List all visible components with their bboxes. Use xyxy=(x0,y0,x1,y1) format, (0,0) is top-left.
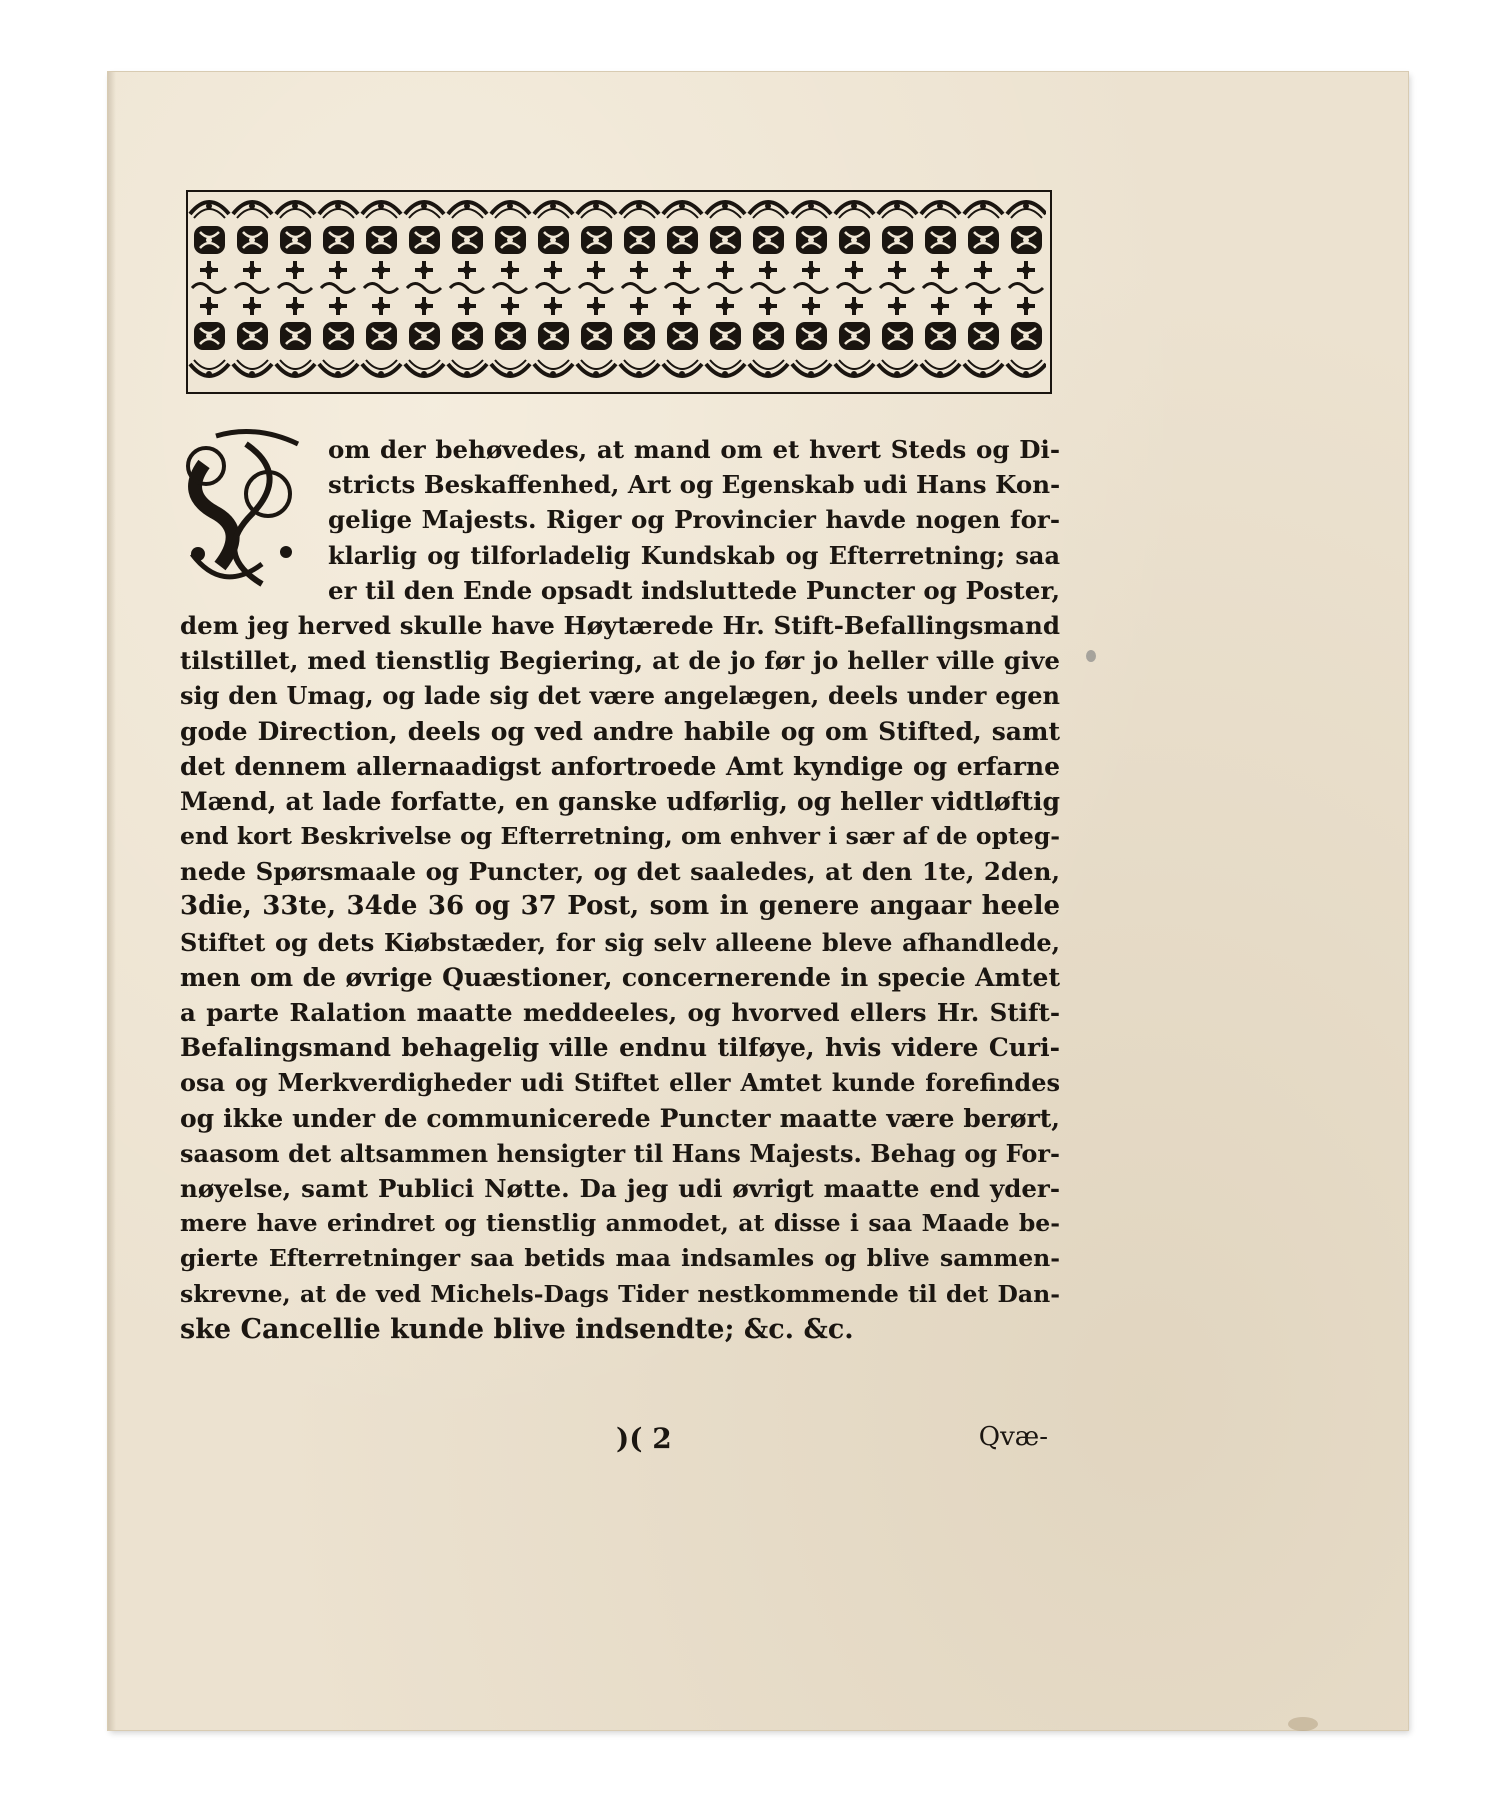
text-line: skrevne, at de ved Michels-Dags Tider nestkommende til det Dan- xyxy=(180,1279,1060,1308)
text-line: end kort Beskrivelse og Efterretning, om enhver i sær af de opteg- xyxy=(180,822,1060,851)
text-line: Befalingsmand behagelig ville endnu tilføye, hvis videre Curi- xyxy=(180,1033,1060,1063)
text-line: stricts Beskaffenhed, Art og Egenskab udi Hans Kon- xyxy=(328,470,1061,500)
text-line: 3die, 33te, 34de 36 og 37 Post, som in genere angaar heele xyxy=(180,891,1060,922)
text-line: Stiftet og dets Kiøbstæder, for sig selv alleene bleve afhandlede, xyxy=(180,927,1060,957)
page-edge-shadow xyxy=(108,72,116,1730)
text-line: a parte Ralation maatte meddeeles, og hvorved ellers Hr. Stift- xyxy=(180,998,1060,1027)
paper-sheet xyxy=(108,72,1408,1730)
text-line: gierte Efterretninger saa betids maa indsamles og blive sammen- xyxy=(180,1244,1060,1273)
text-line: sig den Umag, og lade sig det være angelægen, deels under egen xyxy=(180,681,1060,711)
text-line: mere have erindret og tienstlig anmodet, at disse i saa Maade be- xyxy=(180,1209,1060,1238)
text-line: gode Direction, deels og ved andre habile og om Stifted, samt xyxy=(180,716,1060,746)
text-line: osa og Merkverdigheder udi Stiftet eller Amtet kunde forefindes xyxy=(180,1068,1060,1098)
text-line: om der behøvedes, at mand om et hvert Steds og Di- xyxy=(328,435,1060,464)
paper-spot xyxy=(1086,650,1096,662)
page-footer xyxy=(186,1422,1048,1462)
text-line: det dennem allernaadigst anfortroede Amt kyndige og erfarne xyxy=(180,751,1060,781)
text-line: og ikke under de communicerede Puncter maatte være berørt, xyxy=(180,1103,1060,1133)
text-line: ske Cancellie kunde blive indsendte; &c. &c. xyxy=(180,1313,854,1345)
text-line: dem jeg herved skulle have Høytærede Hr. Stift-Befallingsmand xyxy=(180,610,1060,640)
body-paragraph xyxy=(180,432,1060,1347)
signature-mark: )( 2 xyxy=(616,1422,672,1455)
text-line: gelige Majests. Riger og Provincier havde nogen for- xyxy=(328,505,1060,535)
text-line: klarlig og tilforladelig Kundskab og Efterretning; saa xyxy=(328,540,1060,570)
text-line: saasom det altsammen hensigter til Hans Majests. Behag og For- xyxy=(180,1138,1060,1168)
text-line: nede Spørsmaale og Puncter, og det saaledes, at den 1te, 2den, xyxy=(180,857,1060,887)
text-line: tilstillet, med tienstlig Begiering, at de jo før jo heller ville give xyxy=(180,646,1060,676)
text-line: nøyelse, samt Publici Nøtte. Da jeg udi øvrigt maatte end yder- xyxy=(180,1173,1060,1203)
catchword: Qvæ- xyxy=(978,1422,1048,1452)
text-line: men om de øvrige Quæstioner, concernerende in specie Amtet xyxy=(180,962,1060,992)
text-line: Mænd, at lade forfatte, en ganske udførlig, og heller vidtløftig xyxy=(180,786,1060,816)
ornamental-header-band xyxy=(186,190,1052,394)
text-line: er til den Ende opsadt indsluttede Puncter og Poster, xyxy=(328,575,1060,605)
paper-spot xyxy=(1288,1717,1318,1731)
